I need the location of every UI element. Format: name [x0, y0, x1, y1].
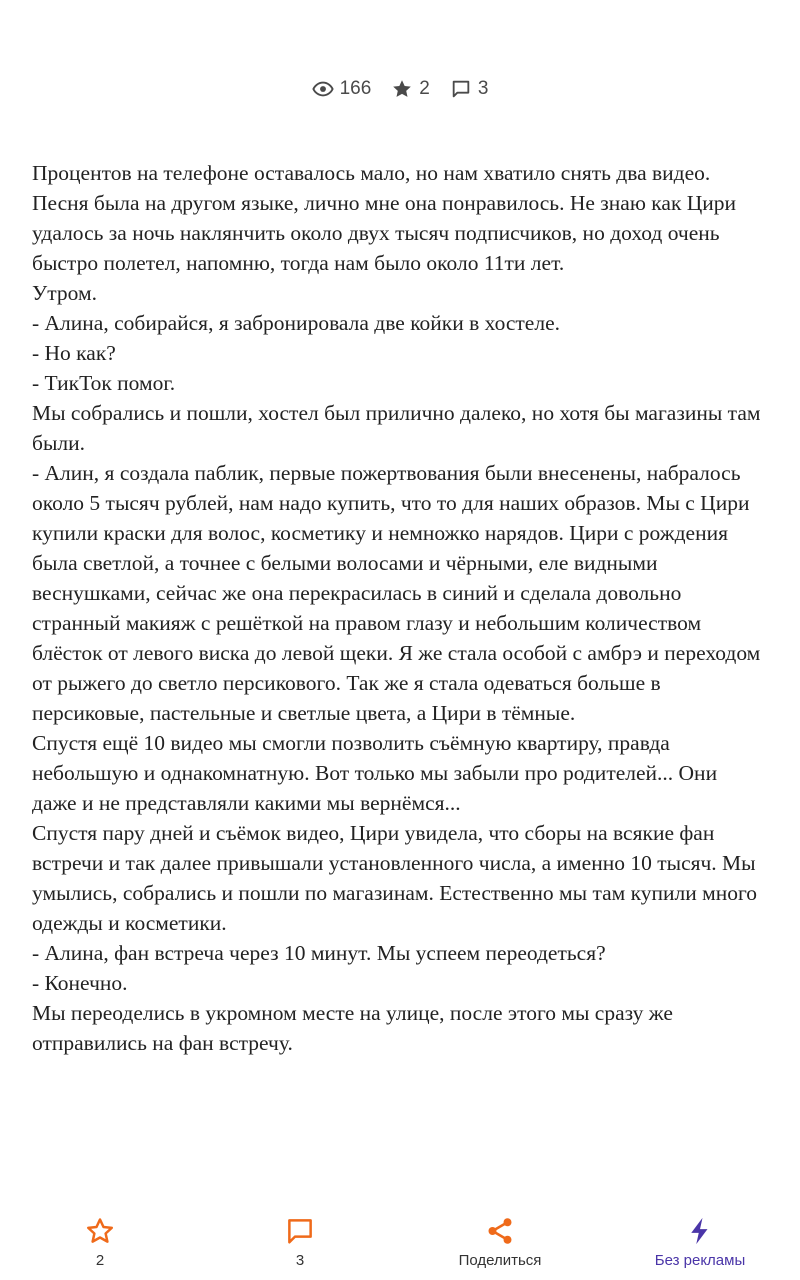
adfree-button[interactable] — [600, 1200, 800, 1280]
stars-stat — [391, 78, 430, 100]
star-icon — [391, 78, 413, 100]
views-stat — [312, 78, 372, 100]
comments-button[interactable] — [200, 1200, 400, 1280]
comments-stat — [450, 78, 489, 100]
story-text: Процентов на телефоне оставалось мало, но нам хватило снять два видео. Песня была на другом языке, лично мне она понравилось. Не знаю как Цири удалось за ночь наклянчить около двух тысяч подписчиков, но доход очень быстро полетел, напомню, тогда нам было около 11ти лет. Утром. - Алина, собирайся, я забронировала две койки в хостеле. - Но как? - ТикТок помог. Мы собрались и пошли, хостел был прилично далеко, но хотя бы магазины там были. - Алин, я создала паблик, первые пожертвования были внесенены, набралось около 5 тысяч рублей, нам надо купить, что то для наших образов. Мы с Цири купили краски для волос, косметику и немножко нарядов. Цири с рождения была светлой, а точнее с белыми волосами и чёрными, еле видными веснушками, сейчас же она перекрасилась в синий и сделала довольно странный макияж с решёткой на правом глазу и небольшим количеством блёсток от левого виска до левой щеки. Я же стала особой с амбрэ и переходом от рыжего до светло персикового. Так же я стала одеваться больше в персиковые, пастельные и светлые цвета, а Цири в тёмные. Спустя ещё 10 видео мы смогли позволить съёмную квартиру, правда небольшую и однакомнатную. Вот только мы забыли про родителей... Они даже и не представляли какими мы вернёмся... Спустя пару дней и съёмок видео, Цири увидела, что сборы на всякие фан встречи и так далее привышали установленного числа, а именно 10 тысяч. Мы умылись, собрались и пошли по магазинам. Естественно мы там купили много одежды и косметики. - Алина, фан встреча через 10 минут. Мы успеем переодеться? - Конечно. Мы переоделись в укромном месте на улице, после этого мы сразу же отправились на фан встречу. — [32, 161, 761, 1055]
share-button[interactable] — [400, 1200, 600, 1280]
stats-bar — [0, 78, 800, 100]
star-button-count: 2 — [95, 1252, 105, 1269]
stars-count: 2 — [419, 78, 430, 99]
comment-outline-icon — [285, 1216, 315, 1246]
star-button[interactable] — [0, 1200, 200, 1280]
eye-icon — [312, 78, 334, 100]
share-icon — [485, 1216, 515, 1246]
comment-icon — [450, 78, 472, 100]
share-label: Поделиться — [458, 1252, 542, 1269]
comments-button-count: 3 — [295, 1252, 305, 1269]
star-outline-icon — [85, 1216, 115, 1246]
bottom-action-bar — [0, 1200, 800, 1280]
views-count: 166 — [339, 78, 372, 99]
lightning-icon — [685, 1216, 715, 1246]
comments-count: 3 — [477, 78, 489, 99]
adfree-label: Без рекламы — [654, 1252, 746, 1269]
